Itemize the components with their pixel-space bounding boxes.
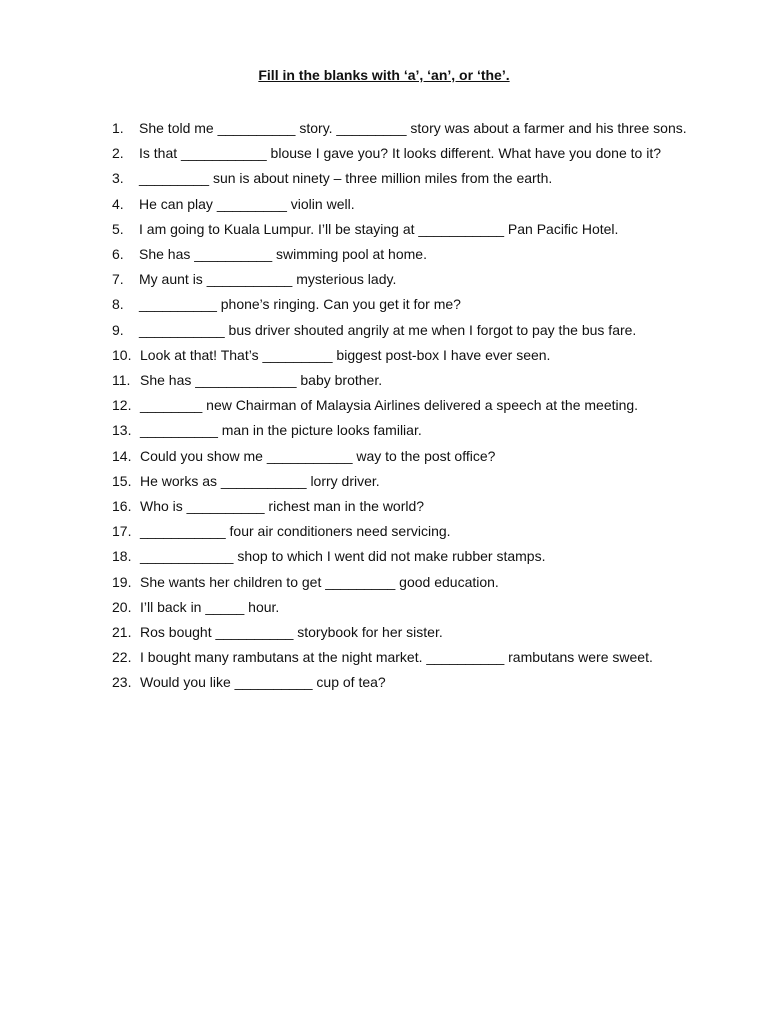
question-item [112,166,692,191]
question-number: 7. [112,271,124,288]
question-number: 5. [112,220,124,237]
question-number: 18. [112,548,132,565]
question-number: 1. [112,120,124,136]
question-number: 17. [112,523,132,540]
question-item [112,368,692,393]
question-number: 13. [112,422,132,439]
question-item [112,519,692,544]
question-item [112,217,692,242]
question-number: 16. [112,498,132,515]
question-text: He can play _________ violin well. [139,195,355,212]
question-text: She has _____________ baby brother. [140,372,383,389]
question-item [112,292,692,317]
question-item [112,116,692,141]
question-item [112,544,692,569]
question-item [112,242,692,267]
question-item [112,444,692,469]
question-text: I bought many rambutans at the night market. __________ rambutans were sweet. [140,649,653,666]
question-text: ________ new Chairman of Malaysia Airlines delivered a speech at the meeting. [140,397,639,414]
question-text: ___________ four air conditioners need servicing. [140,523,451,540]
question-text: _________ sun is about ninety – three million miles from the earth. [139,170,553,187]
question-number: 14. [112,447,132,464]
question-text: Ros bought __________ storybook for her sister. [140,624,443,641]
question-item [112,393,692,418]
question-text: He works as ___________ lorry driver. [140,472,380,489]
question-number: 11. [112,372,131,389]
question-item [112,141,692,166]
question-text: Look at that! That’s _________ biggest post-box I have ever seen. [140,346,551,363]
question-item [112,620,692,645]
question-item [112,192,692,217]
question-item [112,494,692,519]
question-number: 3. [112,170,124,187]
question-text: Could you show me ___________ way to the post office? [140,447,496,464]
question-item [112,595,692,620]
question-item [112,267,692,292]
question-number: 4. [112,195,124,212]
question-text: ___________ bus driver shouted angrily at me when I forgot to pay the bus fare. [139,321,637,338]
question-text: Who is __________ richest man in the world? [140,498,425,515]
question-item [112,318,692,343]
question-item [112,418,692,443]
question-text: My aunt is ___________ mysterious lady. [139,271,397,288]
question-text: __________ man in the picture looks familiar. [140,422,422,439]
question-number: 22. [112,649,132,666]
question-number: 21. [112,624,132,641]
question-text: Would you like __________ cup of tea? [140,674,386,691]
question-text: __________ phone’s ringing. Can you get it for me? [139,296,461,313]
question-number: 19. [112,573,132,590]
question-list [112,116,692,696]
question-number: 23. [112,674,132,691]
question-text: I am going to Kuala Lumpur. I’ll be staying at ___________ Pan Pacific Hotel. [139,220,619,237]
question-text: Is that ___________ blouse I gave you? It looks different. What have you done to it? [139,145,661,162]
question-text: She has __________ swimming pool at home. [139,246,427,263]
worksheet-title: Fill in the blanks with ‘a’, ‘an’, or ‘the’. [258,67,510,83]
question-number: 8. [112,296,124,313]
question-text: ____________ shop to which I went did not make rubber stamps. [140,548,546,565]
question-text: I’ll back in _____ hour. [140,598,280,615]
question-number: 15. [112,472,132,489]
question-item [112,469,692,494]
question-number: 9. [112,321,124,338]
question-number: 2. [112,145,124,162]
question-number: 10. [112,346,132,363]
question-item [112,670,692,695]
question-number: 20. [112,598,132,615]
question-item [112,645,692,670]
question-item [112,570,692,595]
question-number: 12. [112,397,132,414]
question-text: She told me __________ story. _________ story was about a farmer and his three sons. [139,120,687,136]
question-item [112,343,692,368]
question-text: She wants her children to get _________ good education. [140,573,499,590]
question-number: 6. [112,246,124,263]
